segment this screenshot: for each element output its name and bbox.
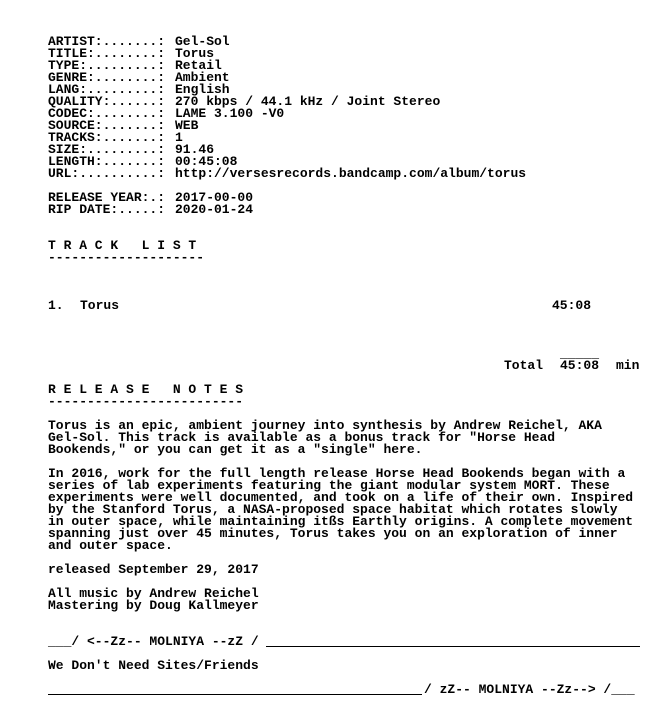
credits-mastering: Mastering by Doug Kallmeyer [48, 598, 259, 613]
info-field-value: 00:45:08 [175, 154, 238, 169]
info-field-key: ARTIST:.......: [48, 34, 166, 49]
info-field-value: Torus [175, 46, 215, 61]
released-date: released September 29, 2017 [48, 562, 259, 577]
total-time: 45:08 [560, 358, 600, 373]
info-field-key: SIZE:.........: [48, 142, 166, 157]
info-field-value: LAME 3.100 -V0 [175, 106, 285, 121]
banner-bottom: / zZ-- MOLNIYA --Zz--> /___ [424, 682, 635, 697]
info-field-value: Ambient [175, 70, 230, 85]
date-field-key: RELEASE YEAR:.: [48, 190, 166, 205]
info-field-key: URL:..........: [48, 166, 166, 181]
info-field-key: SOURCE:.......: [48, 118, 166, 133]
date-field-value: 2017-00-00 [175, 190, 254, 205]
banner-bottom-rule [48, 694, 422, 695]
info-field-value: 270 kbps / 44.1 kHz / Joint Stereo [175, 94, 441, 109]
banner-top-rule [266, 646, 640, 647]
total-unit: min [616, 358, 640, 373]
info-field-value: 91.46 [175, 142, 215, 157]
date-field-key: RIP DATE:.....: [48, 202, 166, 217]
credits-music: All music by Andrew Reichel [48, 586, 259, 601]
total-rule: _____ [560, 346, 600, 361]
banner-top: ___/ <--Zz-- MOLNIYA --zZ / [48, 634, 259, 649]
info-field-key: GENRE:........: [48, 70, 166, 85]
info-field-value: 1 [175, 130, 183, 145]
info-field-key: TRACKS:.......: [48, 130, 166, 145]
track-number: 1. [48, 298, 64, 313]
track-title: Torus [80, 298, 120, 313]
tracklist-heading: T R A C K L I S T [48, 238, 197, 253]
info-field-key: QUALITY:......: [48, 94, 166, 109]
info-field-key: LANG:.........: [48, 82, 166, 97]
date-field-value: 2020-01-24 [175, 202, 254, 217]
info-field-value: Gel-Sol [175, 34, 230, 49]
tagline: We Don't Need Sites/Friends [48, 658, 259, 673]
info-field-key: LENGTH:.......: [48, 154, 166, 169]
info-field-value: WEB [175, 118, 199, 133]
info-field-value: English [175, 82, 230, 97]
info-field-value: http://versesrecords.bandcamp.com/album/torus [175, 166, 527, 181]
release-notes-paragraph-1: Torus is an epic, ambient journey into synthesis by Andrew Reichel, AKA Gel-Sol. This track is available as a bonus track for "Horse Head Bookends," or you can get it as a "single" here. [48, 418, 602, 457]
info-field-key: TYPE:.........: [48, 58, 166, 73]
track-duration: 45:08 [552, 298, 592, 313]
release-notes-underline: ------------------------- [48, 394, 244, 409]
info-field-key: TITLE:........: [48, 46, 166, 61]
release-notes-heading: R E L E A S E N O T E S [48, 382, 244, 397]
info-field-key: CODEC:........: [48, 106, 166, 121]
total-label: Total [504, 358, 544, 373]
info-field-value: Retail [175, 58, 222, 73]
release-notes-paragraph-2: In 2016, work for the full length release Horse Head Bookends began with a series of lab experiments featuring the giant modular system MORT. These experiments were well documented, and took on a life of their own. Inspired by the Stanford Torus, a NASA-proposed space habitat which rotates slowly in outer space, while maintaining itßs Earthly origins. A complete movement spanning just over 45 minutes, Torus takes you on an exploration of inner and outer space. [48, 466, 634, 553]
tracklist-heading-underline: -------------------- [48, 250, 205, 265]
